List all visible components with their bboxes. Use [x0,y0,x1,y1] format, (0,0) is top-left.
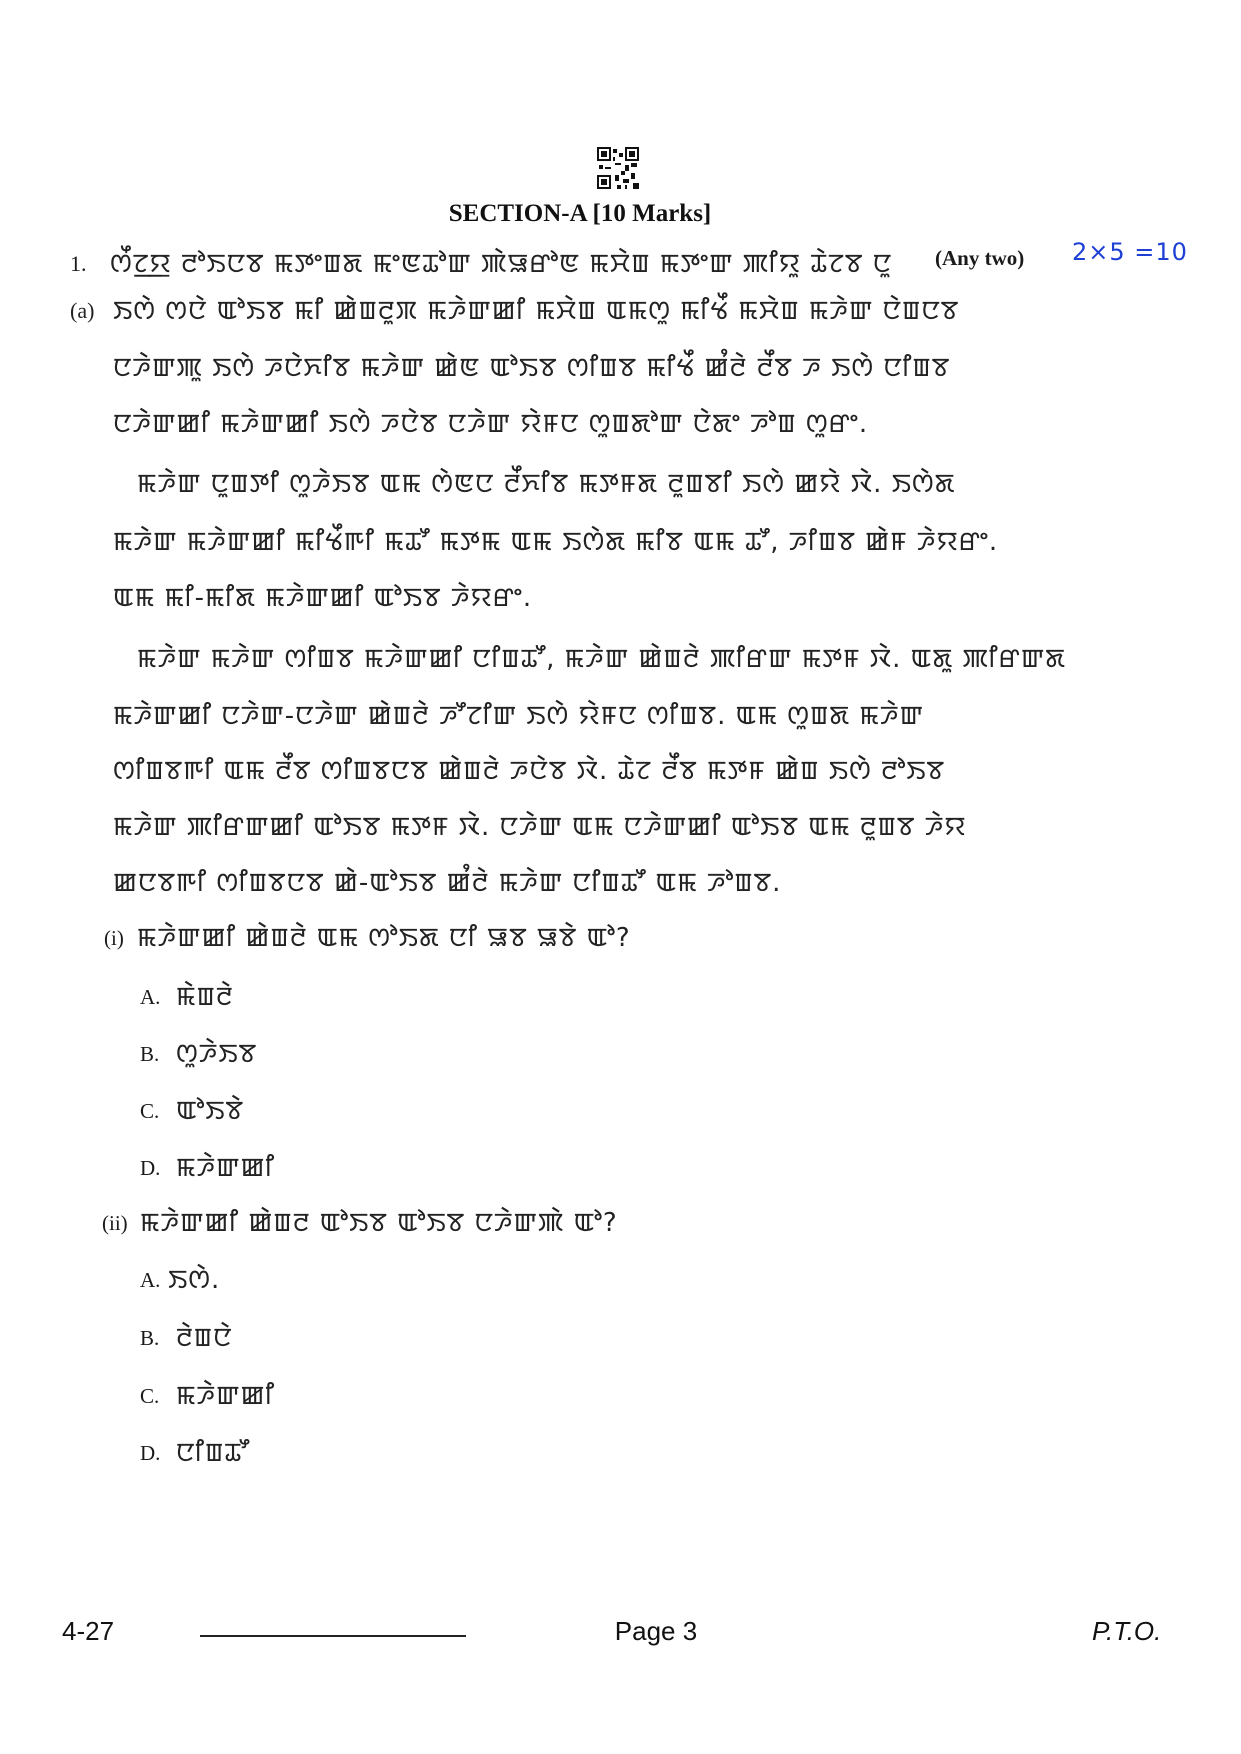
any-two-note: (Any two) [935,246,1025,270]
passage-label: (a) [70,298,95,323]
option-text: ꯃꯍꯥꯛꯀꯤ [176,1381,276,1411]
subquestion-label: (i) [104,926,124,950]
subquestion-label: (ii) [102,1211,128,1235]
passage-line: ꯃꯍꯥꯛ ꯃꯍꯥꯛꯀꯤ ꯃꯤꯠꯩꯒꯤ ꯃꯊꯧ ꯃꯇꯃ ꯑꯃ ꯏꯁꯥꯗ ꯃꯤꯕ ꯑꯃ ꯊꯧ, ꯍꯤꯡꯕ ꯀꯥꯝ ꯍꯥꯌꯔꯦ. [113,527,999,557]
passage-line: ꯃꯍꯥꯛꯀꯤ ꯅꯍꯥꯛ-ꯅꯍꯥꯛ ꯀꯥꯡꯂꯥ ꯍꯧꯖꯤꯛ ꯏꯁꯥ ꯌꯥꯝꯅ ꯁꯤꯡꯕ. ꯑꯃ ꯁꯨꯡꯗ ꯃꯍꯥꯛ [113,701,924,731]
option-text: ꯃꯍꯥꯛꯀꯤ [176,1153,276,1183]
subquestion-text: ꯃꯍꯥꯛꯀꯤ ꯀꯥꯡꯂ ꯑꯣꯏꯕ ꯑꯣꯏꯕ ꯅꯍꯥꯛꯄꯥ ꯑꯣ? [140,1208,618,1238]
section-title: SECTION-A [10 Marks] [448,200,712,227]
passage-line: ꯏꯁꯥ ꯁꯅꯥ ꯑꯣꯏꯕ ꯃꯤ ꯀꯥꯡꯂꯨꯞ ꯃꯍꯥꯛꯀꯤ ꯃꯆꯥꯡ ꯑꯃꯁꯨ ꯃꯤꯠꯩ ꯃꯆꯥꯡ ꯃꯍꯥꯛ ꯅꯥꯡꯅꯕ [113,296,960,326]
option-letter: A. [140,985,161,1009]
option-text: ꯅꯤꯡꯊꯧ [176,1438,250,1468]
option-text: ꯃꯥꯡꯂꯥ [176,982,234,1012]
option-text: ꯂꯥꯡꯅꯥ [176,1323,233,1353]
option-text: ꯏꯁꯥ. [168,1265,221,1295]
page-number: Page 3 [614,1616,698,1646]
option-letter: D. [140,1441,161,1465]
option-letter: B. [140,1326,160,1350]
option-letter: D. [140,1156,161,1180]
option-text: ꯑꯣꯏꯕꯥ [176,1096,245,1126]
paper-code: 4-27 [62,1616,115,1646]
passage-line: ꯃꯍꯥꯛ ꯄꯤꯔꯛꯀꯤ ꯑꯣꯏꯕ ꯃꯇꯝ ꯋꯥ. ꯅꯍꯥꯛ ꯑꯃ ꯅꯍꯥꯛꯀꯤ ꯑꯣꯏꯕ ꯑꯃ ꯂꯨꯡꯕ ꯍꯥꯌ [113,812,967,842]
option-text: ꯁꯨꯍꯥꯏꯕ [176,1039,258,1069]
pto-note: P.T.O. [1092,1616,1162,1646]
subquestion-text: ꯃꯍꯥꯛꯀꯤ ꯀꯥꯡꯂꯥ ꯑꯃ ꯁꯣꯏꯗ ꯅꯤ ꯎꯕ ꯎꯕꯥ ꯑꯣ? [137,923,631,953]
option-letter: B. [140,1042,160,1066]
qr-code-icon [597,147,639,189]
passage-line: ꯀꯅꯕꯒꯤ ꯁꯤꯡꯕꯅꯕ ꯀꯥ-ꯑꯣꯏꯕ ꯀꯪꯂꯥ ꯃꯍꯥꯛ ꯅꯤꯡꯊꯧ ꯑꯃ ꯍꯣꯡꯕ. [113,868,782,898]
passage-line: ꯁꯤꯡꯕꯒꯤ ꯑꯃ ꯂꯩꯕ ꯁꯤꯡꯕꯅꯕ ꯀꯥꯡꯂꯥ ꯍꯅꯥꯕ ꯋꯥ. ꯊꯥꯖ ꯂꯩꯕ ꯃꯇꯝ ꯀꯥꯡ ꯏꯁꯥ ꯂꯣꯏꯕ [113,756,946,786]
option-letter: C. [140,1099,160,1123]
question-number: 1. [70,251,87,276]
question-instruction: ꯁꯩꯖ꯭ꯌ ꯂꯣꯏꯅꯕ ꯃꯇꯦꯡꯗ ꯃꯦꯟꯊꯣꯛ ꯄꯥꯎꯔꯣꯟ ꯃꯆꯥꯡ ꯃꯇꯦꯛ ꯄꯤꯌꯨ ꯊꯥꯖꯕ ꯅꯨ [110,249,893,279]
passage-line: ꯃꯍꯥꯛ ꯅꯨꯡꯇꯤ ꯁꯨꯍꯥꯏꯕ ꯑꯃ ꯁꯥꯟꯅ ꯂꯩꯈꯤꯕ ꯃꯇꯝꯗ ꯂꯨꯡꯕꯤ ꯏꯁꯥ ꯀꯌꯥ ꯋꯥ. ꯏꯁꯥꯗ [137,469,956,499]
passage-line: ꯅꯍꯥꯛꯀꯤ ꯃꯍꯥꯛꯀꯤ ꯏꯁꯥ ꯍꯅꯥꯕ ꯅꯍꯥꯛ ꯌꯥꯝꯅ ꯁꯨꯡꯗꯣꯛ ꯅꯥꯗꯦ ꯍꯣꯡ ꯁꯨꯔꯦ. [113,409,869,439]
passage-line: ꯃꯍꯥꯛ ꯃꯍꯥꯛ ꯁꯤꯡꯕ ꯃꯍꯥꯛꯀꯤ ꯅꯤꯡꯊꯧ, ꯃꯍꯥꯛ ꯀꯥꯡꯂꯥ ꯄꯤꯔꯛ ꯃꯇꯝ ꯋꯥ. ꯑꯗꯨ ꯄꯤꯔꯛꯗ [137,644,1066,674]
passage-line: ꯑꯃ ꯃꯤ-ꯃꯤꯗ ꯃꯍꯥꯛꯀꯤ ꯑꯣꯏꯕ ꯍꯥꯌꯔꯦ. [113,583,533,613]
option-letter: C. [140,1384,160,1408]
passage-line: ꯅꯍꯥꯛꯄꯨ ꯏꯁꯥ ꯍꯅꯥꯈꯤꯕ ꯃꯍꯥꯛ ꯀꯥꯟ ꯑꯣꯏꯕ ꯁꯤꯡꯕ ꯃꯤꯠꯩ ꯀꯪꯂꯥ ꯂꯩꯕ ꯍ ꯏꯁꯥ ꯅꯤꯡꯕ [113,353,951,383]
handwritten-marks: 2×5 =10 [1072,238,1188,266]
option-letter: A. [140,1268,161,1292]
